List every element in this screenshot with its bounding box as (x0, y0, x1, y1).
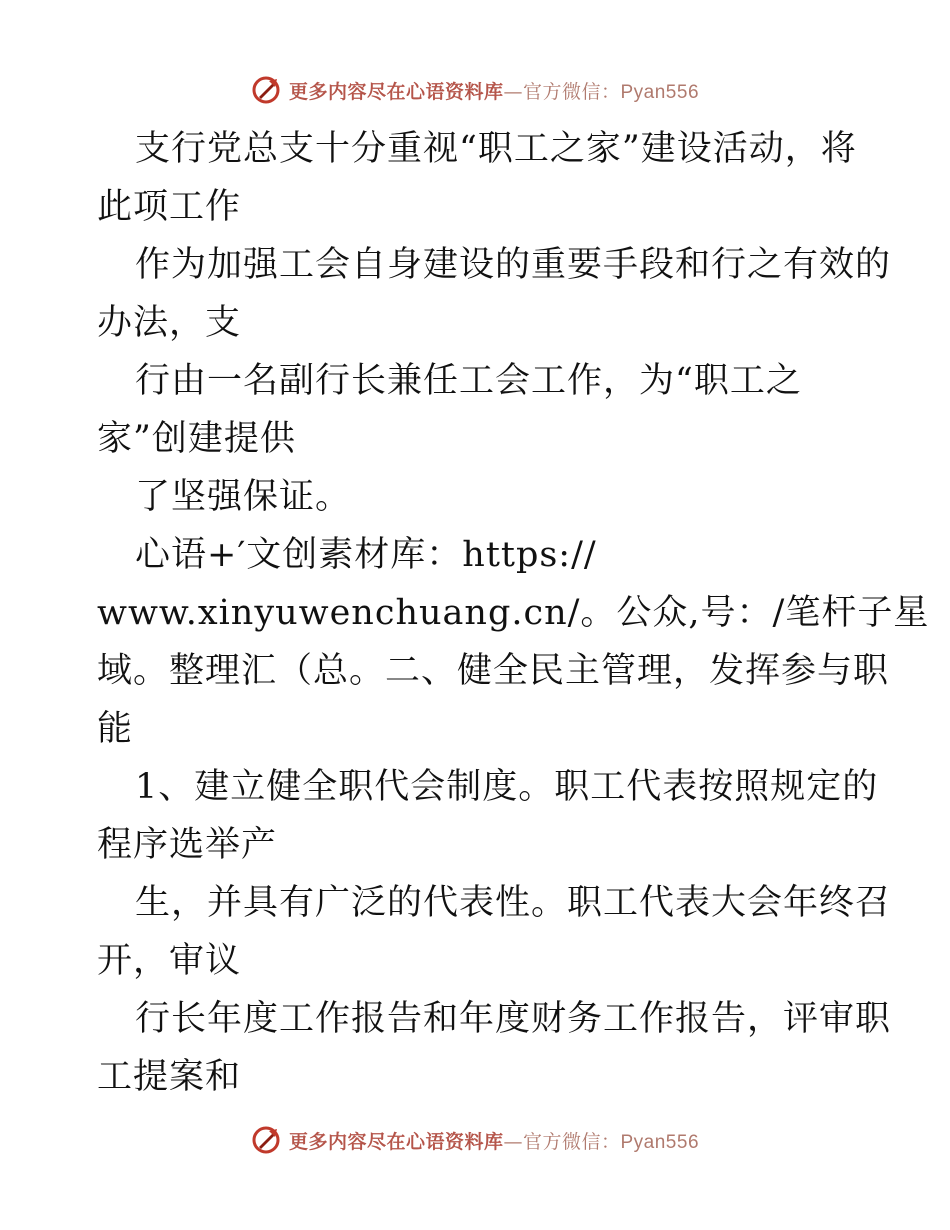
header-brand-text: 更多内容尽在心语资料库 (288, 80, 504, 103)
body-line: 心语+′文创素材库：https:// (135, 535, 597, 575)
footer-brand-text: 更多内容尽在心语资料库 (288, 1130, 504, 1153)
body-line: 此项工作 (97, 187, 242, 227)
brand-logo-icon (251, 1125, 281, 1155)
body-line: 了坚强保证。 (135, 477, 352, 517)
body-line: 生，并具有广泛的代表性。职工代表大会年终召 (135, 883, 892, 923)
body-line: 域。整理汇（总。二、健全民主管理，发挥参与职 (97, 651, 890, 691)
body-line: 开，审议 (97, 941, 242, 981)
body-line: www.xinyuwenchuang.cn/。公众,号：/笔杆子星 (97, 593, 930, 633)
body-line: 行由一名副行长兼任工会工作，为“职工之 (135, 361, 802, 401)
footer-contact-text: 官方微信：Pyan556 (523, 1131, 700, 1153)
body-line: 工提案和 (97, 1057, 242, 1097)
body-line: 能 (97, 709, 134, 749)
document-body (97, 120, 930, 1106)
body-line: 1、建立健全职代会制度。职工代表按照规定的 (135, 767, 879, 807)
body-line: 办法，支 (97, 303, 242, 343)
body-line: 作为加强工会自身建设的重要手段和行之有效的 (135, 245, 892, 285)
header-watermark-text (289, 77, 699, 104)
header-contact-text: 官方微信：Pyan556 (523, 81, 700, 103)
footer-separator: — (503, 1130, 523, 1153)
header-separator: — (503, 80, 523, 103)
body-line: 行长年度工作报告和年度财务工作报告，评审职 (135, 999, 892, 1039)
body-line: 支行党总支十分重视“职工之家”建设活动，将 (135, 129, 857, 169)
footer-watermark (0, 1120, 950, 1160)
brand-logo-icon (251, 75, 281, 105)
body-line: 程序选举产 (97, 825, 278, 865)
body-line: 家”创建提供 (97, 419, 296, 459)
header-watermark (0, 70, 950, 110)
footer-watermark-text (289, 1127, 699, 1154)
